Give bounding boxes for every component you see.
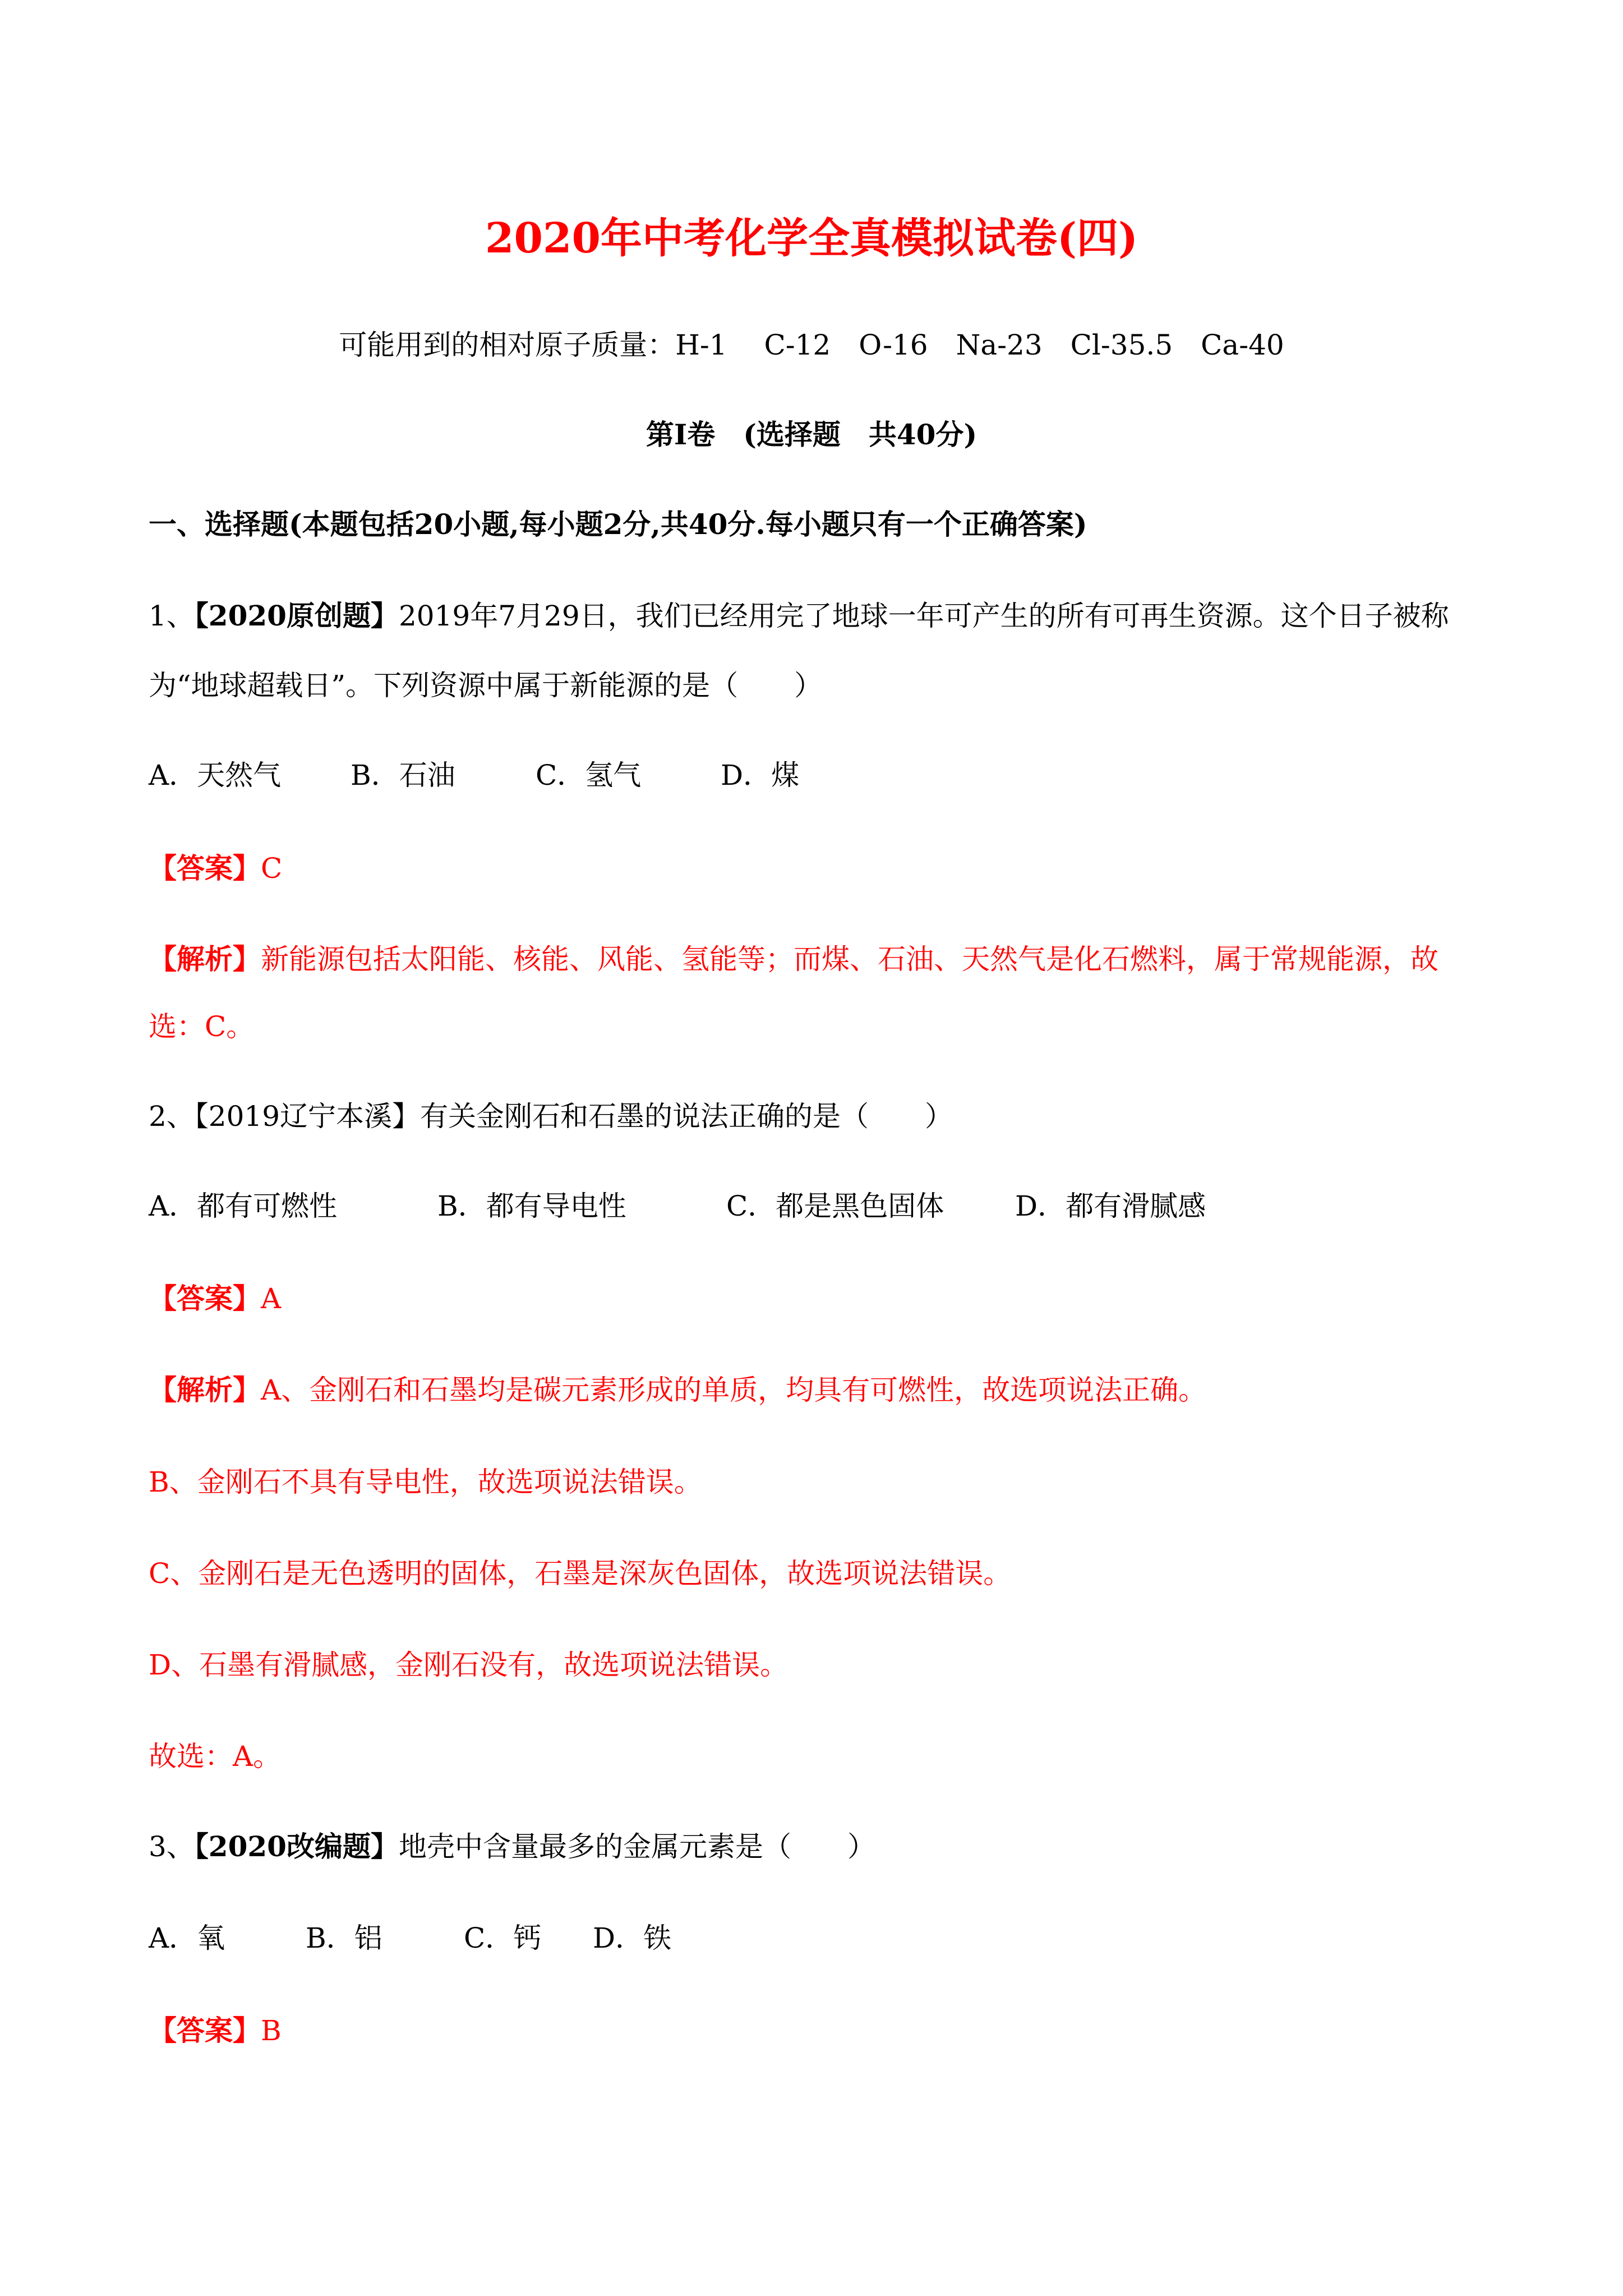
question-1-stem	[149, 599, 1449, 633]
question-2-analysis-d: D、石墨有滑腻感，金刚石没有，故选项说法错误。	[149, 1649, 789, 1681]
question-3-options	[149, 1921, 671, 1955]
question-1-stem-cont: 为“地球超载日”。下列资源中属于新能源的是（ ）	[149, 669, 823, 702]
document-title: 2020年中考化学全真模拟试卷(四)	[485, 214, 1138, 263]
question-source: 【2019辽宁本溪】	[194, 1100, 421, 1133]
option-c: C．钙	[464, 1922, 542, 1954]
volume-heading: 第Ⅰ卷 (选择题 共40分)	[645, 418, 978, 451]
question-2-analysis-c: C、金刚石是无色透明的固体，石墨是深灰色固体，故选项说法错误。	[149, 1557, 1012, 1590]
analysis-label: 【解析】	[149, 1373, 261, 1406]
question-source: 【2020改编题】	[194, 1830, 399, 1863]
option-c: C．氢气	[536, 759, 642, 792]
option-d: D．都有滑腻感	[1015, 1190, 1206, 1222]
question-text: 有关金刚石和石墨的说法正确的是（ ）	[420, 1100, 953, 1133]
question-number: 3、	[149, 1830, 195, 1863]
answer-value: B	[261, 2014, 282, 2047]
question-text: 2019年7月29日，我们已经用完了地球一年可产生的所有可再生资源。这个日子被称	[398, 600, 1449, 632]
analysis-label: 【解析】	[149, 942, 261, 976]
option-b: B．都有导电性	[437, 1190, 626, 1222]
option-b: B．铝	[306, 1922, 382, 1954]
question-3-answer	[149, 2014, 282, 2047]
question-3-stem	[149, 1830, 875, 1864]
question-number: 1、	[149, 600, 195, 632]
section-heading: 一、选择题(本题包括20小题,每小题2分,共40分.每小题只有一个正确答案)	[149, 508, 1087, 541]
question-2-stem	[149, 1099, 953, 1133]
option-a: A．天然气	[149, 759, 282, 792]
option-a: A．都有可燃性	[149, 1190, 338, 1222]
answer-label: 【答案】	[149, 1282, 261, 1315]
analysis-text: A、金刚石和石墨均是碳元素形成的单质，均具有可燃性，故选项说法正确。	[261, 1374, 1207, 1406]
question-2-options	[149, 1189, 1206, 1223]
option-d: D．煤	[721, 759, 800, 792]
question-1-analysis	[149, 942, 1438, 976]
question-source: 【2020原创题】	[194, 599, 399, 632]
answer-label: 【答案】	[149, 852, 261, 885]
answer-label: 【答案】	[149, 2014, 261, 2047]
question-1-analysis-cont: 选：C。	[149, 1010, 255, 1043]
answer-value: C	[261, 852, 283, 885]
option-b: B．石油	[351, 759, 455, 792]
question-2-conclusion: 故选：A。	[149, 1740, 282, 1773]
answer-value: A	[261, 1282, 282, 1315]
atomic-masses: 可能用到的相对原子质量：H-1 C-12 O-16 Na-23 Cl-35.5 Ca-40	[339, 329, 1284, 361]
option-c: C．都是黑色固体	[726, 1190, 944, 1222]
question-1-options	[149, 758, 799, 792]
question-1-answer	[149, 852, 282, 885]
question-2-answer	[149, 1282, 281, 1315]
question-2-analysis-b: B、金刚石不具有导电性，故选项说法错误。	[149, 1466, 702, 1498]
option-a: A．氧	[149, 1922, 225, 1954]
option-d: D．铁	[593, 1922, 672, 1954]
question-number: 2、	[149, 1100, 195, 1133]
analysis-text: 新能源包括太阳能、核能、风能、氢能等；而煤、石油、天然气是化石燃料，属于常规能源，故	[261, 943, 1438, 976]
question-2-analysis	[149, 1373, 1206, 1407]
question-text: 地壳中含量最多的金属元素是（ ）	[398, 1830, 875, 1863]
